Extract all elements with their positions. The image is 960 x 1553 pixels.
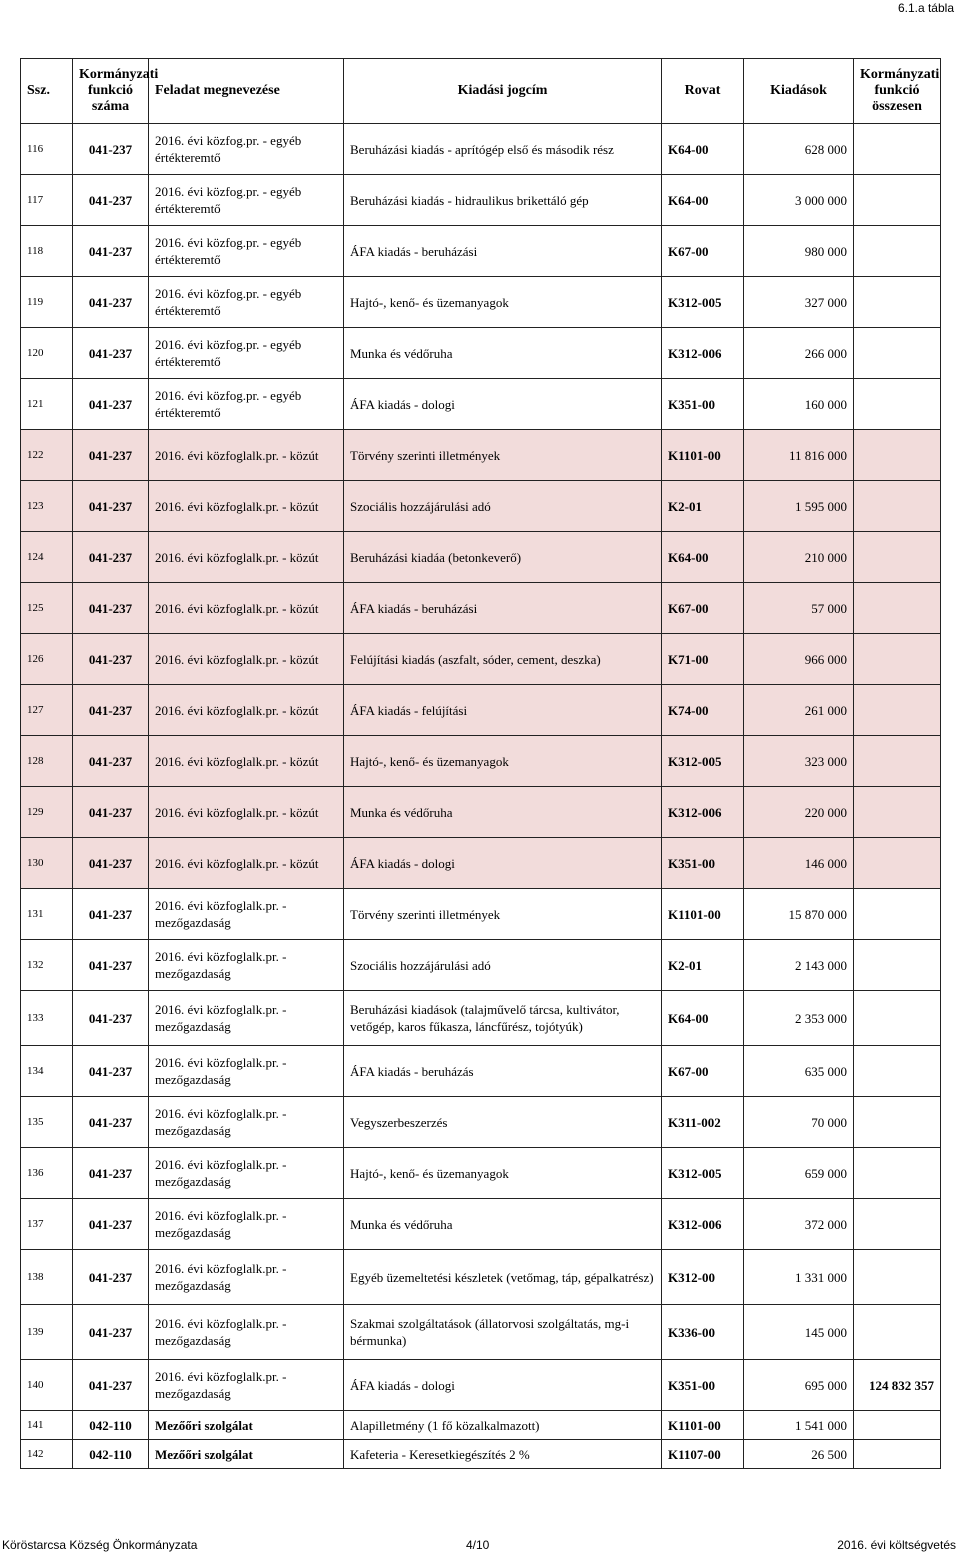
cell-feladat: 2016. évi közfog.pr. - egyéb értékteremtő [149,124,344,175]
cell-kiadas: 628 000 [744,124,854,175]
cell-kiadas: 3 000 000 [744,175,854,226]
cell-kormanyzati-funkcio: 041-237 [73,226,149,277]
table-body [21,124,941,1469]
cell-osszesen [854,634,941,685]
cell-kormanyzati-funkcio: 041-237 [73,277,149,328]
cell-ssz: 128 [21,736,73,787]
cell-feladat: 2016. évi közfog.pr. - egyéb értékteremtő [149,226,344,277]
cell-kiadas: 966 000 [744,634,854,685]
cell-feladat: 2016. évi közfoglalk.pr. - közút [149,634,344,685]
table-row [21,1148,941,1199]
cell-jogcim: ÁFA kiadás - beruházási [344,226,662,277]
cell-ssz: 120 [21,328,73,379]
cell-kormanyzati-funkcio: 041-237 [73,736,149,787]
cell-kiadas: 145 000 [744,1305,854,1360]
cell-jogcim: ÁFA kiadás - felújítási [344,685,662,736]
cell-rovat: K1101-00 [662,430,744,481]
cell-kormanyzati-funkcio: 041-237 [73,838,149,889]
table-row [21,1250,941,1305]
cell-ssz: 121 [21,379,73,430]
cell-osszesen [854,226,941,277]
cell-rovat: K71-00 [662,634,744,685]
cell-rovat: K67-00 [662,583,744,634]
cell-feladat: 2016. évi közfoglalk.pr. - mezőgazdaság [149,1148,344,1199]
budget-table [20,58,941,1469]
cell-ssz: 141 [21,1411,73,1440]
cell-rovat: K2-01 [662,940,744,991]
table-row [21,226,941,277]
cell-rovat: K312-006 [662,787,744,838]
cell-ssz: 122 [21,430,73,481]
cell-kormanyzati-funkcio: 042-110 [73,1440,149,1469]
cell-ssz: 142 [21,1440,73,1469]
header-kiadasok: Kiadások [744,59,854,124]
table-row [21,889,941,940]
cell-osszesen [854,481,941,532]
cell-ssz: 129 [21,787,73,838]
cell-kormanyzati-funkcio: 041-237 [73,634,149,685]
cell-jogcim: Egyéb üzemeltetési készletek (vetőmag, táp, gépalkatrész) [344,1250,662,1305]
cell-rovat: K351-00 [662,1360,744,1411]
cell-rovat: K312-006 [662,1199,744,1250]
table-row [21,736,941,787]
footer-page-number: 4/10 [466,1538,490,1552]
cell-kormanyzati-funkcio: 041-237 [73,583,149,634]
cell-kiadas: 1 541 000 [744,1411,854,1440]
table-row [21,1360,941,1411]
cell-rovat: K64-00 [662,532,744,583]
cell-kormanyzati-funkcio: 041-237 [73,940,149,991]
table-row [21,430,941,481]
cell-ssz: 118 [21,226,73,277]
cell-kiadas: 210 000 [744,532,854,583]
footer-organization: Köröstarcsa Község Önkormányzata [2,1538,198,1552]
table-row [21,124,941,175]
cell-jogcim: Hajtó-, kenő- és üzemanyagok [344,736,662,787]
cell-jogcim: Beruházási kiadások (talajművelő tárcsa, kultivátor, vetőgép, karos fűkasza, láncfűrész, tojótyúk) [344,991,662,1046]
cell-jogcim: ÁFA kiadás - dologi [344,838,662,889]
cell-feladat: 2016. évi közfoglalk.pr. - mezőgazdaság [149,1097,344,1148]
header-rovat: Rovat [662,59,744,124]
cell-osszesen [854,124,941,175]
cell-jogcim: Felújítási kiadás (aszfalt, sóder, cement, deszka) [344,634,662,685]
cell-kiadas: 11 816 000 [744,430,854,481]
cell-feladat: 2016. évi közfoglalk.pr. - mezőgazdaság [149,889,344,940]
cell-rovat: K64-00 [662,175,744,226]
cell-ssz: 138 [21,1250,73,1305]
table-row [21,1199,941,1250]
cell-feladat: 2016. évi közfoglalk.pr. - közút [149,787,344,838]
cell-kiadas: 57 000 [744,583,854,634]
cell-ssz: 134 [21,1046,73,1097]
cell-kiadas: 695 000 [744,1360,854,1411]
cell-ssz: 126 [21,634,73,685]
cell-kiadas: 15 870 000 [744,889,854,940]
cell-jogcim: Szakmai szolgáltatások (állatorvosi szolgáltatás, mg-i bérmunka) [344,1305,662,1360]
cell-ssz: 130 [21,838,73,889]
table-row [21,583,941,634]
cell-kormanyzati-funkcio: 041-237 [73,328,149,379]
cell-ssz: 124 [21,532,73,583]
cell-rovat: K351-00 [662,838,744,889]
table-row [21,277,941,328]
cell-kiadas: 372 000 [744,1199,854,1250]
cell-osszesen [854,175,941,226]
cell-feladat: 2016. évi közfoglalk.pr. - közút [149,430,344,481]
table-row [21,685,941,736]
cell-kiadas: 659 000 [744,1148,854,1199]
cell-kiadas: 1 331 000 [744,1250,854,1305]
cell-ssz: 117 [21,175,73,226]
cell-kormanyzati-funkcio: 041-237 [73,1097,149,1148]
cell-rovat: K312-00 [662,1250,744,1305]
cell-feladat: 2016. évi közfoglalk.pr. - mezőgazdaság [149,1250,344,1305]
cell-jogcim: Szociális hozzájárulási adó [344,940,662,991]
cell-osszesen: 124 832 357 [854,1360,941,1411]
cell-kiadas: 220 000 [744,787,854,838]
cell-jogcim: Szociális hozzájárulási adó [344,481,662,532]
cell-osszesen [854,1148,941,1199]
cell-kormanyzati-funkcio: 041-237 [73,481,149,532]
cell-osszesen [854,736,941,787]
cell-rovat: K312-005 [662,736,744,787]
cell-ssz: 137 [21,1199,73,1250]
cell-kormanyzati-funkcio: 041-237 [73,1305,149,1360]
cell-osszesen [854,889,941,940]
cell-osszesen [854,1199,941,1250]
cell-kiadas: 26 500 [744,1440,854,1469]
cell-feladat: 2016. évi közfoglalk.pr. - mezőgazdaság [149,1046,344,1097]
cell-kormanyzati-funkcio: 041-237 [73,1360,149,1411]
table-row [21,787,941,838]
cell-feladat: 2016. évi közfog.pr. - egyéb értékteremtő [149,175,344,226]
cell-osszesen [854,1411,941,1440]
table-row [21,838,941,889]
cell-jogcim: Alapilletmény (1 fő közalkalmazott) [344,1411,662,1440]
header-kormanyzati-funkcio-szama: Kormányzati funkció száma [73,59,149,124]
cell-rovat: K67-00 [662,226,744,277]
table-number-label: 6.1.a tábla [897,1,954,15]
cell-kormanyzati-funkcio: 041-237 [73,532,149,583]
table-row [21,991,941,1046]
table-row [21,532,941,583]
cell-ssz: 123 [21,481,73,532]
cell-osszesen [854,1440,941,1469]
cell-kormanyzati-funkcio: 041-237 [73,889,149,940]
cell-rovat: K312-005 [662,277,744,328]
cell-kiadas: 2 353 000 [744,991,854,1046]
cell-osszesen [854,430,941,481]
table-row [21,1046,941,1097]
cell-jogcim: ÁFA kiadás - dologi [344,379,662,430]
cell-feladat: 2016. évi közfoglalk.pr. - közút [149,583,344,634]
cell-kormanyzati-funkcio: 042-110 [73,1411,149,1440]
cell-feladat: 2016. évi közfoglalk.pr. - közút [149,532,344,583]
cell-rovat: K336-00 [662,1305,744,1360]
cell-jogcim: Beruházási kiadás - aprítógép első és második rész [344,124,662,175]
cell-kiadas: 323 000 [744,736,854,787]
cell-feladat: Mezőőri szolgálat [149,1411,344,1440]
cell-rovat: K1101-00 [662,889,744,940]
cell-osszesen [854,583,941,634]
cell-osszesen [854,532,941,583]
cell-feladat: 2016. évi közfoglalk.pr. - közút [149,481,344,532]
cell-kiadas: 146 000 [744,838,854,889]
cell-kormanyzati-funkcio: 041-237 [73,991,149,1046]
cell-jogcim: Munka és védőruha [344,787,662,838]
cell-osszesen [854,379,941,430]
cell-ssz: 136 [21,1148,73,1199]
cell-jogcim: Törvény szerinti illetmények [344,430,662,481]
cell-ssz: 135 [21,1097,73,1148]
cell-rovat: K67-00 [662,1046,744,1097]
cell-osszesen [854,685,941,736]
cell-kormanyzati-funkcio: 041-237 [73,430,149,481]
cell-kormanyzati-funkcio: 041-237 [73,175,149,226]
cell-feladat: 2016. évi közfoglalk.pr. - közút [149,838,344,889]
header-feladat: Feladat megnevezése [149,59,344,124]
cell-kormanyzati-funkcio: 041-237 [73,379,149,430]
table-row [21,481,941,532]
cell-kiadas: 327 000 [744,277,854,328]
cell-ssz: 133 [21,991,73,1046]
cell-rovat: K2-01 [662,481,744,532]
cell-feladat: 2016. évi közfoglalk.pr. - mezőgazdaság [149,940,344,991]
cell-feladat: 2016. évi közfoglalk.pr. - mezőgazdaság [149,1360,344,1411]
cell-osszesen [854,1250,941,1305]
cell-feladat: Mezőőri szolgálat [149,1440,344,1469]
cell-rovat: K64-00 [662,124,744,175]
cell-kiadas: 980 000 [744,226,854,277]
cell-kiadas: 160 000 [744,379,854,430]
cell-rovat: K312-006 [662,328,744,379]
cell-osszesen [854,1305,941,1360]
cell-kiadas: 635 000 [744,1046,854,1097]
cell-jogcim: ÁFA kiadás - beruházás [344,1046,662,1097]
cell-rovat: K1107-00 [662,1440,744,1469]
table-row [21,940,941,991]
cell-ssz: 116 [21,124,73,175]
cell-jogcim: ÁFA kiadás - beruházási [344,583,662,634]
cell-jogcim: Beruházási kiadás - hidraulikus brikettáló gép [344,175,662,226]
cell-jogcim: Hajtó-, kenő- és üzemanyagok [344,277,662,328]
cell-kiadas: 1 595 000 [744,481,854,532]
footer-document-title: 2016. évi költségvetés [837,1538,956,1552]
cell-jogcim: Munka és védőruha [344,1199,662,1250]
cell-kiadas: 266 000 [744,328,854,379]
cell-rovat: K311-002 [662,1097,744,1148]
cell-kiadas: 261 000 [744,685,854,736]
cell-feladat: 2016. évi közfog.pr. - egyéb értékteremtő [149,277,344,328]
cell-jogcim: Beruházási kiadáa (betonkeverő) [344,532,662,583]
table-row [21,1305,941,1360]
cell-rovat: K64-00 [662,991,744,1046]
table-row [21,1411,941,1440]
cell-ssz: 127 [21,685,73,736]
table-row [21,379,941,430]
cell-kormanyzati-funkcio: 041-237 [73,1148,149,1199]
cell-jogcim: Munka és védőruha [344,328,662,379]
cell-osszesen [854,1046,941,1097]
cell-kormanyzati-funkcio: 041-237 [73,685,149,736]
header-jogcim: Kiadási jogcím [344,59,662,124]
cell-osszesen [854,787,941,838]
cell-kormanyzati-funkcio: 041-237 [73,1250,149,1305]
cell-osszesen [854,940,941,991]
cell-osszesen [854,838,941,889]
cell-jogcim: ÁFA kiadás - dologi [344,1360,662,1411]
cell-jogcim: Törvény szerinti illetmények [344,889,662,940]
table-row [21,634,941,685]
cell-ssz: 131 [21,889,73,940]
header-ssz: Ssz. [21,59,73,124]
cell-feladat: 2016. évi közfoglalk.pr. - mezőgazdaság [149,991,344,1046]
cell-feladat: 2016. évi közfoglalk.pr. - mezőgazdaság [149,1305,344,1360]
cell-ssz: 132 [21,940,73,991]
cell-ssz: 140 [21,1360,73,1411]
table-row [21,1440,941,1469]
cell-feladat: 2016. évi közfog.pr. - egyéb értékteremtő [149,328,344,379]
cell-osszesen [854,328,941,379]
cell-osszesen [854,1097,941,1148]
cell-kormanyzati-funkcio: 041-237 [73,124,149,175]
cell-osszesen [854,277,941,328]
cell-rovat: K1101-00 [662,1411,744,1440]
cell-kormanyzati-funkcio: 041-237 [73,787,149,838]
cell-kiadas: 2 143 000 [744,940,854,991]
cell-jogcim: Kafeteria - Keresetkiegészítés 2 % [344,1440,662,1469]
cell-ssz: 139 [21,1305,73,1360]
table-row [21,175,941,226]
cell-osszesen [854,991,941,1046]
cell-kormanyzati-funkcio: 041-237 [73,1046,149,1097]
header-osszesen: Kormányzati funkció összesen [854,59,941,124]
cell-ssz: 119 [21,277,73,328]
cell-kiadas: 70 000 [744,1097,854,1148]
cell-kormanyzati-funkcio: 041-237 [73,1199,149,1250]
cell-feladat: 2016. évi közfoglalk.pr. - mezőgazdaság [149,1199,344,1250]
cell-rovat: K312-005 [662,1148,744,1199]
cell-jogcim: Vegyszerbeszerzés [344,1097,662,1148]
cell-jogcim: Hajtó-, kenő- és üzemanyagok [344,1148,662,1199]
table-row [21,328,941,379]
table-header-row [21,59,941,124]
cell-feladat: 2016. évi közfog.pr. - egyéb értékteremtő [149,379,344,430]
cell-feladat: 2016. évi közfoglalk.pr. - közút [149,736,344,787]
cell-feladat: 2016. évi közfoglalk.pr. - közút [149,685,344,736]
cell-ssz: 125 [21,583,73,634]
cell-rovat: K74-00 [662,685,744,736]
table-row [21,1097,941,1148]
cell-rovat: K351-00 [662,379,744,430]
